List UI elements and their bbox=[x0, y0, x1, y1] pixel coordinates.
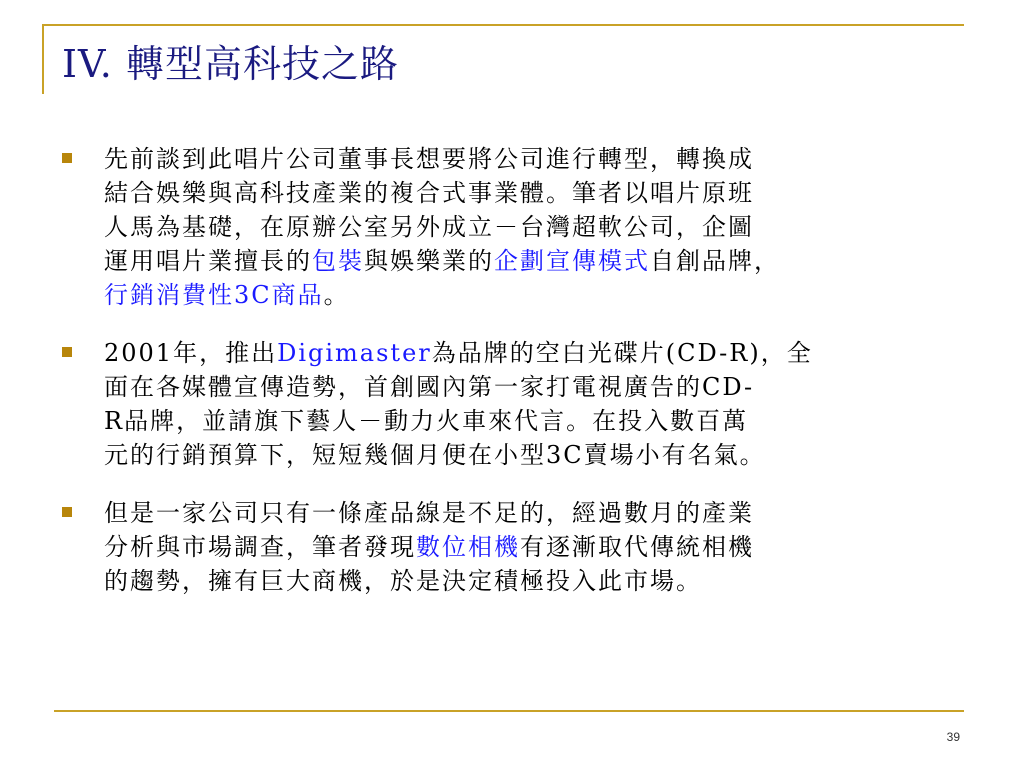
text-run: 有逐漸取代傳統相機 bbox=[520, 533, 754, 561]
text-line bbox=[104, 142, 962, 176]
text-line bbox=[104, 530, 962, 564]
highlight-text: 包裝 bbox=[312, 247, 364, 275]
bottom-rule bbox=[54, 710, 964, 712]
square-bullet-icon bbox=[62, 507, 72, 517]
page-number: 39 bbox=[946, 730, 960, 744]
text-line bbox=[104, 176, 962, 210]
text-run: 分析與市場調查，筆者發現 bbox=[104, 533, 416, 561]
bullet-text bbox=[104, 142, 962, 312]
bullet-text bbox=[104, 496, 962, 598]
bullet-item bbox=[62, 142, 962, 312]
slide-content bbox=[62, 142, 962, 622]
text-line bbox=[104, 210, 962, 244]
text-run: R品牌，並請旗下藝人－動力火車來代言。在投入數百萬 bbox=[104, 407, 749, 435]
text-run: 結合娛樂與高科技產業的複合式事業體。筆者以唱片原班 bbox=[104, 179, 754, 207]
text-run: 運用唱片業擅長的 bbox=[104, 247, 312, 275]
text-run: 2001年，推出 bbox=[104, 339, 278, 367]
text-run: 自創品牌， bbox=[650, 247, 780, 275]
square-bullet-icon bbox=[62, 153, 72, 163]
text-line bbox=[104, 278, 962, 312]
top-rule bbox=[42, 24, 964, 26]
text-run: 。 bbox=[323, 281, 350, 309]
text-line bbox=[104, 438, 962, 472]
text-line bbox=[104, 496, 962, 530]
text-run: 人馬為基礎，在原辦公室另外成立－台灣超軟公司，企圖 bbox=[104, 213, 754, 241]
text-run: 但是一家公司只有一條產品線是不足的，經過數月的產業 bbox=[104, 499, 754, 527]
text-line bbox=[104, 244, 962, 278]
text-line bbox=[104, 404, 962, 438]
left-rule bbox=[42, 24, 44, 94]
text-run: 的趨勢，擁有巨大商機，於是決定積極投入此市場。 bbox=[104, 567, 702, 595]
text-run: 元的行銷預算下，短短幾個月便在小型3C賣場小有名氣。 bbox=[104, 441, 766, 469]
slide-title: IV. 轉型高科技之路 bbox=[62, 42, 399, 86]
text-run: 先前談到此唱片公司董事長想要將公司進行轉型，轉換成 bbox=[104, 145, 754, 173]
bullet-text bbox=[104, 336, 962, 472]
bullet-item bbox=[62, 336, 962, 472]
text-line bbox=[104, 370, 962, 404]
text-run: 為品牌的空白光碟片(CD-R)，全 bbox=[431, 339, 813, 367]
text-line bbox=[104, 564, 962, 598]
highlight-text: 數位相機 bbox=[416, 533, 520, 561]
highlight-text: 行銷消費性3C商品 bbox=[104, 281, 324, 309]
square-bullet-icon bbox=[62, 347, 72, 357]
text-run: 與娛樂業的 bbox=[364, 247, 494, 275]
highlight-text: Digimaster bbox=[277, 339, 432, 367]
text-run: 面在各媒體宣傳造勢，首創國內第一家打電視廣告的CD- bbox=[104, 373, 755, 401]
bullet-item bbox=[62, 496, 962, 598]
highlight-text: 企劃宣傳模式 bbox=[494, 247, 650, 275]
text-line bbox=[104, 336, 962, 370]
